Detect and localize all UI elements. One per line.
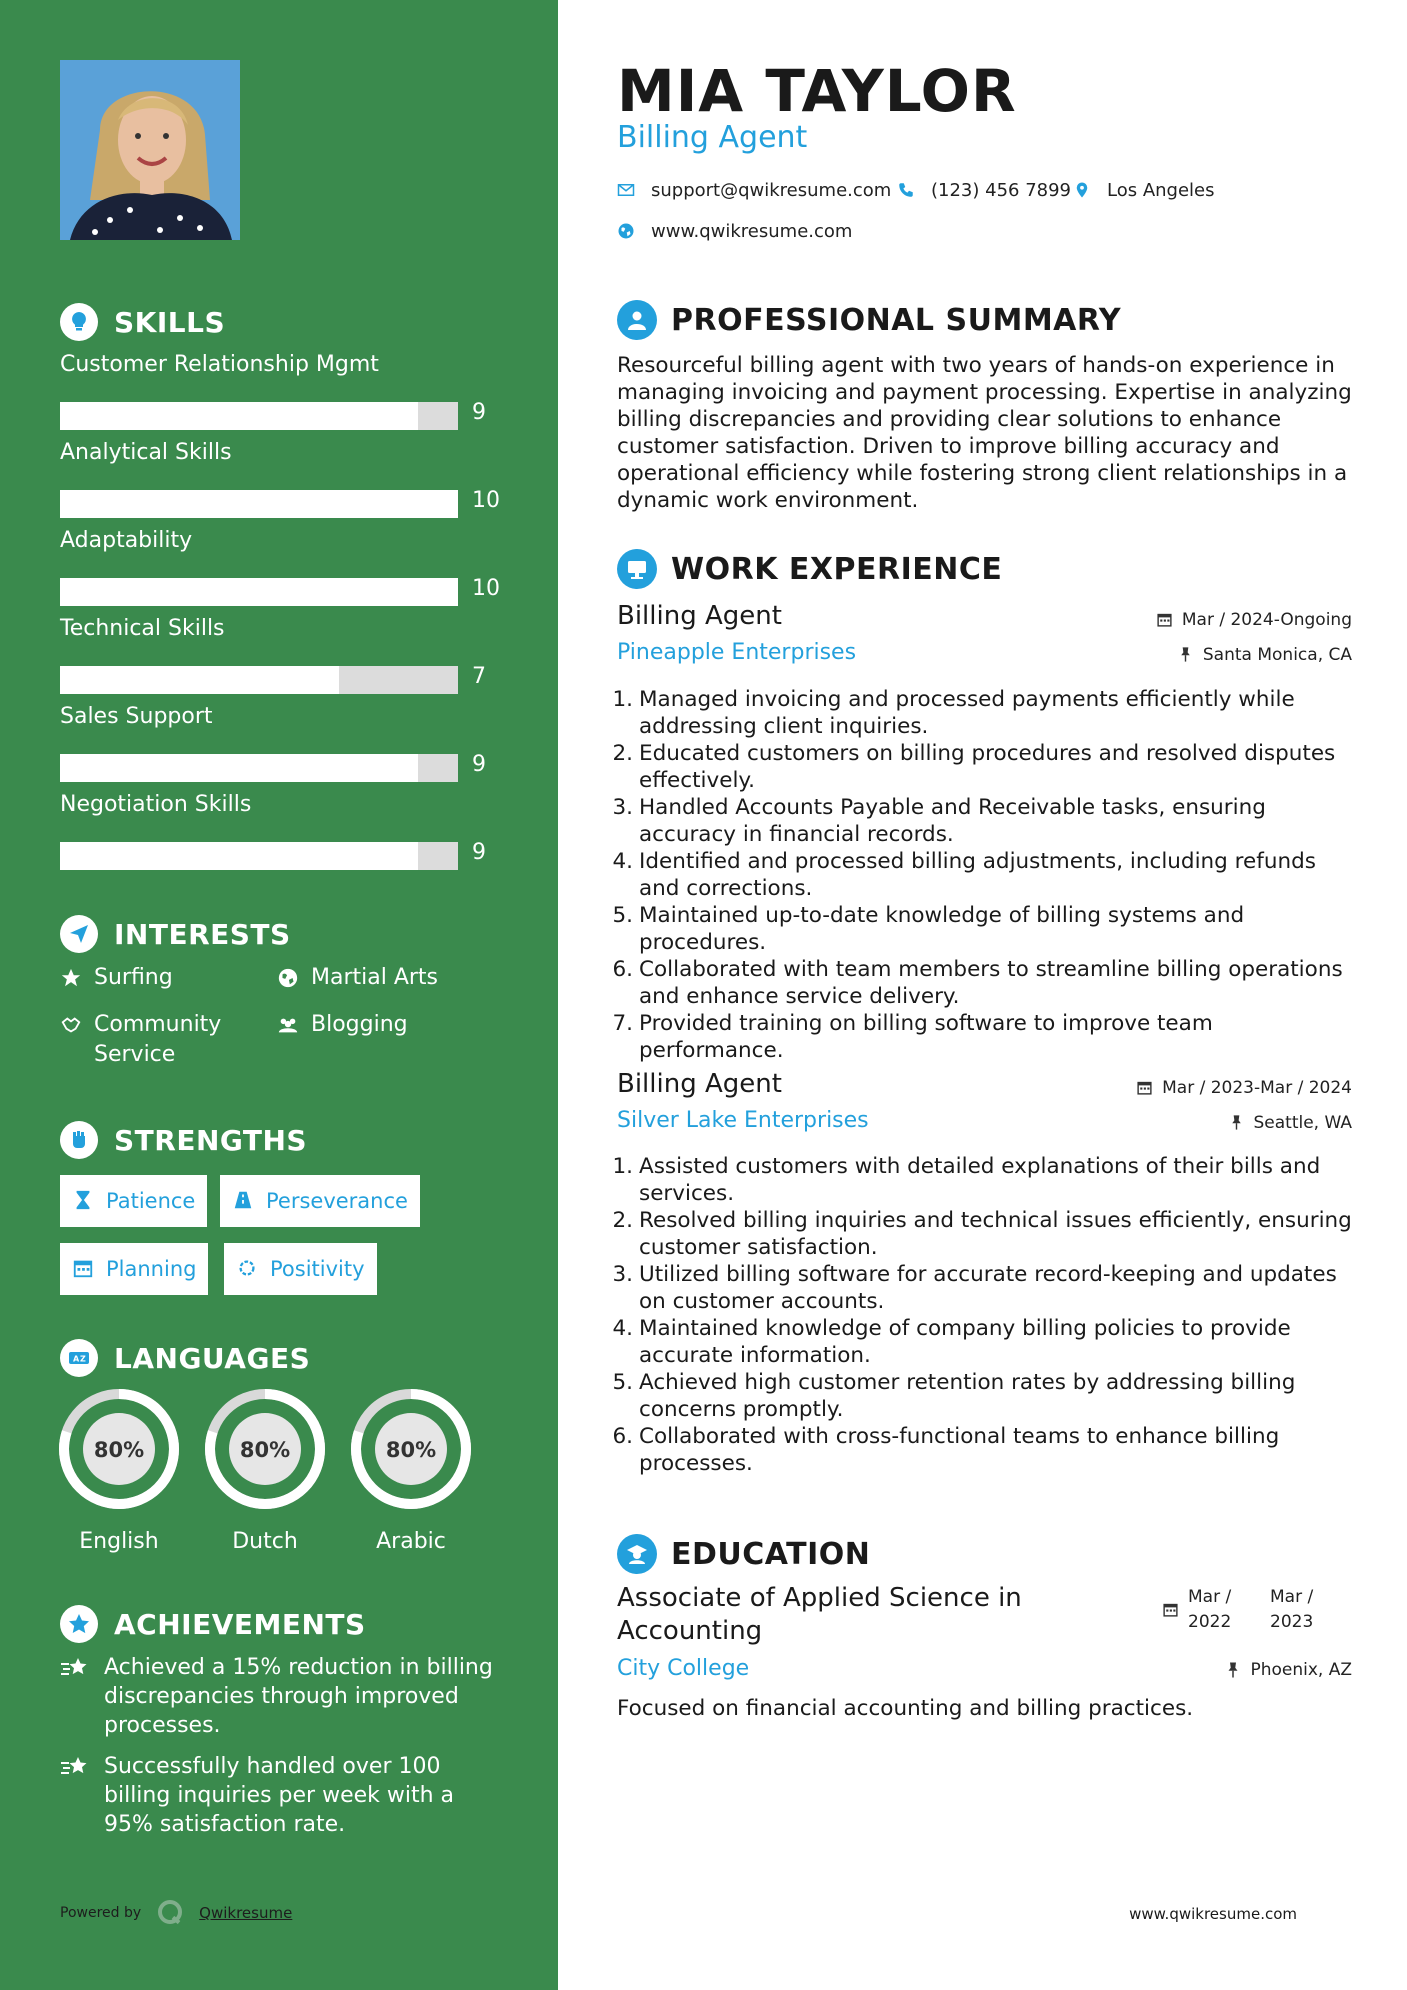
language-name: English: [79, 1529, 159, 1554]
skill-item: [60, 438, 500, 513]
shooting-star-icon: [60, 1653, 92, 1682]
skill-bar: [60, 578, 458, 606]
summary-text: Resourceful billing agent with two years of hands-on experience in managing invoicing and payment processing. Expertise in analyzing billing discrepancies and providing clear solutions to enhance customer satisfaction. Driven to improve billing accuracy and operational efficiency while fostering strong client relationships in a dynamic work environment.: [617, 353, 1352, 513]
fist-icon: [60, 1121, 98, 1159]
skill-bar-fill: [60, 754, 418, 782]
strengths-heading-label: STRENGTHS: [114, 1123, 308, 1157]
skill-name: Negotiation Skills: [60, 792, 252, 817]
bullet-text: Collaborated with team members to streamline billing operations and enhance service delivery.: [639, 957, 1343, 1009]
education-end: Mar / 2023: [1270, 1587, 1314, 1632]
skill-score: 10: [472, 576, 500, 601]
calendar-icon: [72, 1257, 96, 1281]
skill-item: [60, 526, 500, 601]
bullet-text: Maintained up-to-date knowledge of billing systems and procedures.: [639, 903, 1245, 955]
interest-label: Blogging: [311, 1012, 408, 1037]
strength-tag: [224, 1243, 377, 1295]
pushpin-icon: [1224, 1661, 1242, 1679]
job-location-text: Seattle, WA: [1253, 1113, 1352, 1133]
skill-bar-fill: [60, 578, 458, 606]
strength-tag: [60, 1243, 208, 1295]
experience-heading-label: WORK EXPERIENCE: [671, 551, 1003, 587]
skill-score: 9: [472, 400, 486, 425]
road-icon: [232, 1189, 256, 1213]
summary-heading: [617, 300, 1121, 340]
candidate-name: MIA TAYLOR: [617, 57, 1017, 125]
interest-item: [60, 963, 173, 993]
qwikresume-logo-icon: [155, 1898, 185, 1928]
pushpin-icon: [1177, 646, 1195, 664]
skill-score: 9: [472, 840, 486, 865]
phone-text: (123) 456 7899: [931, 180, 1072, 201]
briefcase-icon: [617, 549, 657, 589]
bullet-text: Utilized billing software for accurate record-keeping and updates on customer accounts.: [639, 1262, 1337, 1314]
strength-tag: [60, 1175, 207, 1227]
bullet-text: Identified and processed billing adjustments, including refunds and corrections.: [639, 849, 1316, 901]
bullet-text: Educated customers on billing procedures and resolved disputes effectively.: [639, 741, 1336, 793]
sidebar: [0, 0, 558, 1990]
contact-email[interactable]: [617, 180, 891, 201]
users-icon: [277, 1010, 301, 1040]
skill-bar: [60, 842, 458, 870]
strength-label: Perseverance: [266, 1189, 408, 1213]
skill-bar-fill: [60, 402, 418, 430]
job-title: Billing Agent: [617, 1069, 782, 1099]
languages-heading-label: LANGUAGES: [114, 1341, 311, 1375]
list-item: 7. Provided training on billing software to improve team performance.: [617, 1010, 1362, 1064]
star-icon: [60, 963, 84, 993]
job-location-text: Santa Monica, CA: [1202, 645, 1352, 665]
interest-label: Surfing: [94, 965, 173, 990]
skill-name: Sales Support: [60, 704, 213, 729]
job-dates-text: Mar / 2024-Ongoing: [1181, 610, 1352, 630]
calendar-icon: [1162, 1601, 1180, 1619]
list-item: 3. Handled Accounts Payable and Receivable tasks, ensuring accuracy in financial records.: [617, 794, 1362, 848]
powered-by-label: Powered by: [60, 1905, 142, 1921]
skills-heading: [60, 302, 225, 342]
skill-name: Adaptability: [60, 528, 193, 553]
skill-bar-fill: [60, 490, 458, 518]
language-ring: [349, 1387, 473, 1511]
job-company: Pineapple Enterprises: [617, 640, 857, 665]
education-start: Mar / 2022: [1188, 1587, 1232, 1632]
list-item: 2. Resolved billing inquiries and technical issues efficiently, ensuring customer satisfaction.: [617, 1207, 1362, 1261]
skill-score: 10: [472, 488, 500, 513]
language-name: Dutch: [232, 1529, 298, 1554]
skill-bar-fill: [60, 666, 339, 694]
achievements-heading: [60, 1604, 366, 1644]
education-heading-label: EDUCATION: [671, 1536, 871, 1572]
user-icon: [617, 300, 657, 340]
interest-item: [277, 963, 438, 993]
globe-icon: [617, 222, 637, 242]
education-school: City College: [617, 1656, 750, 1681]
bullet-text: Assisted customers with detailed explanations of their bills and services.: [639, 1154, 1321, 1206]
bullet-text: Maintained knowledge of company billing policies to provide accurate information.: [639, 1316, 1291, 1368]
globe-icon: [277, 963, 301, 993]
interest-label: Community Service: [94, 1012, 222, 1067]
interests-heading: [60, 914, 291, 954]
skills-heading-label: SKILLS: [114, 305, 226, 339]
education-location-text: Phoenix, AZ: [1250, 1660, 1352, 1680]
languages-heading: [60, 1338, 310, 1378]
main-content: [612, 0, 1352, 1990]
skill-score: 7: [472, 664, 486, 689]
interest-label: Martial Arts: [311, 965, 439, 990]
job-bullets: [612, 686, 1362, 1064]
interests-heading-label: INTERESTS: [114, 917, 291, 951]
skill-item: [60, 350, 500, 425]
qwikresume-link[interactable]: Qwikresume: [199, 1904, 293, 1922]
language-item: [203, 1387, 327, 1554]
calendar-icon: [1136, 1079, 1154, 1097]
skill-bar: [60, 754, 458, 782]
job-dates: [1156, 610, 1352, 630]
interest-item: [60, 1010, 260, 1070]
job-bullets: [612, 1153, 1362, 1477]
job-company: Silver Lake Enterprises: [617, 1108, 869, 1133]
location-text: Los Angeles: [1107, 180, 1215, 201]
achievement-text: Successfully handled over 100 billing inquiries per week with a 95% satisfaction rate.: [104, 1754, 455, 1837]
skill-item: [60, 702, 500, 777]
achievement-text: Achieved a 15% reduction in billing discrepancies through improved processes.: [104, 1655, 493, 1738]
calendar-icon: [1156, 611, 1174, 629]
envelope-icon: [617, 181, 637, 201]
list-item: 3. Utilized billing software for accurate record-keeping and updates on customer accounts.: [617, 1261, 1362, 1315]
list-item: 4. Maintained knowledge of company billing policies to provide accurate information.: [617, 1315, 1362, 1369]
language-ring: [203, 1387, 327, 1511]
list-item: 1. Assisted customers with detailed explanations of their bills and services.: [617, 1153, 1362, 1207]
education-dates: [1162, 1585, 1352, 1635]
sun-icon: [236, 1257, 260, 1281]
list-item: 2. Educated customers on billing procedures and resolved disputes effectively.: [617, 740, 1362, 794]
website-text: www.qwikresume.com: [651, 221, 853, 242]
list-item: 1. Managed invoicing and processed payments efficiently while addressing client inquiries.: [617, 686, 1362, 740]
skill-item: [60, 614, 500, 689]
job-dates: [1136, 1078, 1352, 1098]
svg-text:A: A: [73, 1354, 80, 1364]
bullet-text: Resolved billing inquiries and technical issues efficiently, ensuring customer satisfaction.: [639, 1208, 1352, 1260]
skill-bar-fill: [60, 842, 418, 870]
job-location: [1177, 645, 1352, 665]
strength-label: Planning: [106, 1257, 197, 1281]
list-item: 4. Identified and processed billing adjustments, including refunds and corrections.: [617, 848, 1362, 902]
handshake-icon: [60, 1010, 84, 1040]
contact-location: [1073, 180, 1215, 201]
list-item: 5. Achieved high customer retention rates by addressing billing concerns promptly.: [617, 1369, 1362, 1423]
footer-url[interactable]: www.qwikresume.com: [1129, 1905, 1297, 1923]
language-percent: 80%: [385, 1438, 437, 1462]
language-ring: [57, 1387, 181, 1511]
language-percent: 80%: [93, 1438, 145, 1462]
skill-score: 9: [472, 752, 486, 777]
skill-bar: [60, 490, 458, 518]
paper-plane-icon: [60, 915, 98, 953]
lightbulb-icon: [60, 303, 98, 341]
pushpin-icon: [1228, 1114, 1246, 1132]
job-location: [1228, 1113, 1353, 1133]
hourglass-icon: [72, 1189, 96, 1213]
achievement-item: [60, 1653, 500, 1740]
education-degree: Associate of Applied Science in Accounting: [617, 1583, 1022, 1646]
svg-text:Z: Z: [80, 1354, 87, 1364]
list-item: 5. Maintained up-to-date knowledge of billing systems and procedures.: [617, 902, 1362, 956]
language-item: [349, 1387, 473, 1554]
skill-item: [60, 790, 500, 865]
email-text: support@qwikresume.com: [651, 180, 892, 201]
skill-bar: [60, 666, 458, 694]
language-icon: [60, 1339, 98, 1377]
list-item: 6. Collaborated with team members to streamline billing operations and enhance service delivery.: [617, 956, 1362, 1010]
map-pin-icon: [1073, 181, 1093, 201]
interest-item: [277, 1010, 408, 1040]
job-dates-text: Mar / 2023-Mar / 2024: [1162, 1078, 1352, 1098]
bullet-text: Collaborated with cross-functional teams to enhance billing processes.: [639, 1424, 1280, 1476]
achievements-heading-label: ACHIEVEMENTS: [114, 1607, 366, 1641]
job-title: Billing Agent: [617, 601, 782, 631]
bullet-text: Provided training on billing software to improve team performance.: [639, 1011, 1213, 1063]
shooting-star-icon: [60, 1752, 92, 1781]
powered-by: [60, 1898, 292, 1928]
skill-bar: [60, 402, 458, 430]
achievement-item: [60, 1752, 500, 1839]
experience-heading: [617, 549, 1002, 589]
language-name: Arabic: [376, 1529, 446, 1554]
language-percent: 80%: [239, 1438, 291, 1462]
award-icon: [60, 1605, 98, 1643]
skill-name: Technical Skills: [60, 616, 225, 641]
strength-label: Positivity: [270, 1257, 365, 1281]
contact-website[interactable]: [617, 221, 852, 242]
skill-name: Customer Relationship Mgmt: [60, 352, 379, 377]
skill-name: Analytical Skills: [60, 440, 232, 465]
strength-label: Patience: [106, 1189, 196, 1213]
language-item: [57, 1387, 181, 1554]
contact-phone[interactable]: [897, 180, 1071, 201]
strength-tag: [220, 1175, 420, 1227]
education-heading: [617, 1534, 870, 1574]
phone-icon: [897, 181, 917, 201]
bullet-text: Managed invoicing and processed payments efficiently while addressing client inquiries.: [639, 687, 1295, 739]
education-location: [1224, 1660, 1352, 1680]
bullet-text: Handled Accounts Payable and Receivable tasks, ensuring accuracy in financial records.: [639, 795, 1266, 847]
strengths-heading: [60, 1120, 307, 1160]
graduate-icon: [617, 1534, 657, 1574]
profile-photo: [60, 60, 240, 240]
summary-heading-label: PROFESSIONAL SUMMARY: [671, 302, 1122, 338]
list-item: 6. Collaborated with cross-functional teams to enhance billing processes.: [617, 1423, 1362, 1477]
education-description: Focused on financial accounting and billing practices.: [617, 1696, 1194, 1721]
bullet-text: Achieved high customer retention rates by addressing billing concerns promptly.: [639, 1370, 1296, 1422]
candidate-role: Billing Agent: [617, 120, 808, 155]
